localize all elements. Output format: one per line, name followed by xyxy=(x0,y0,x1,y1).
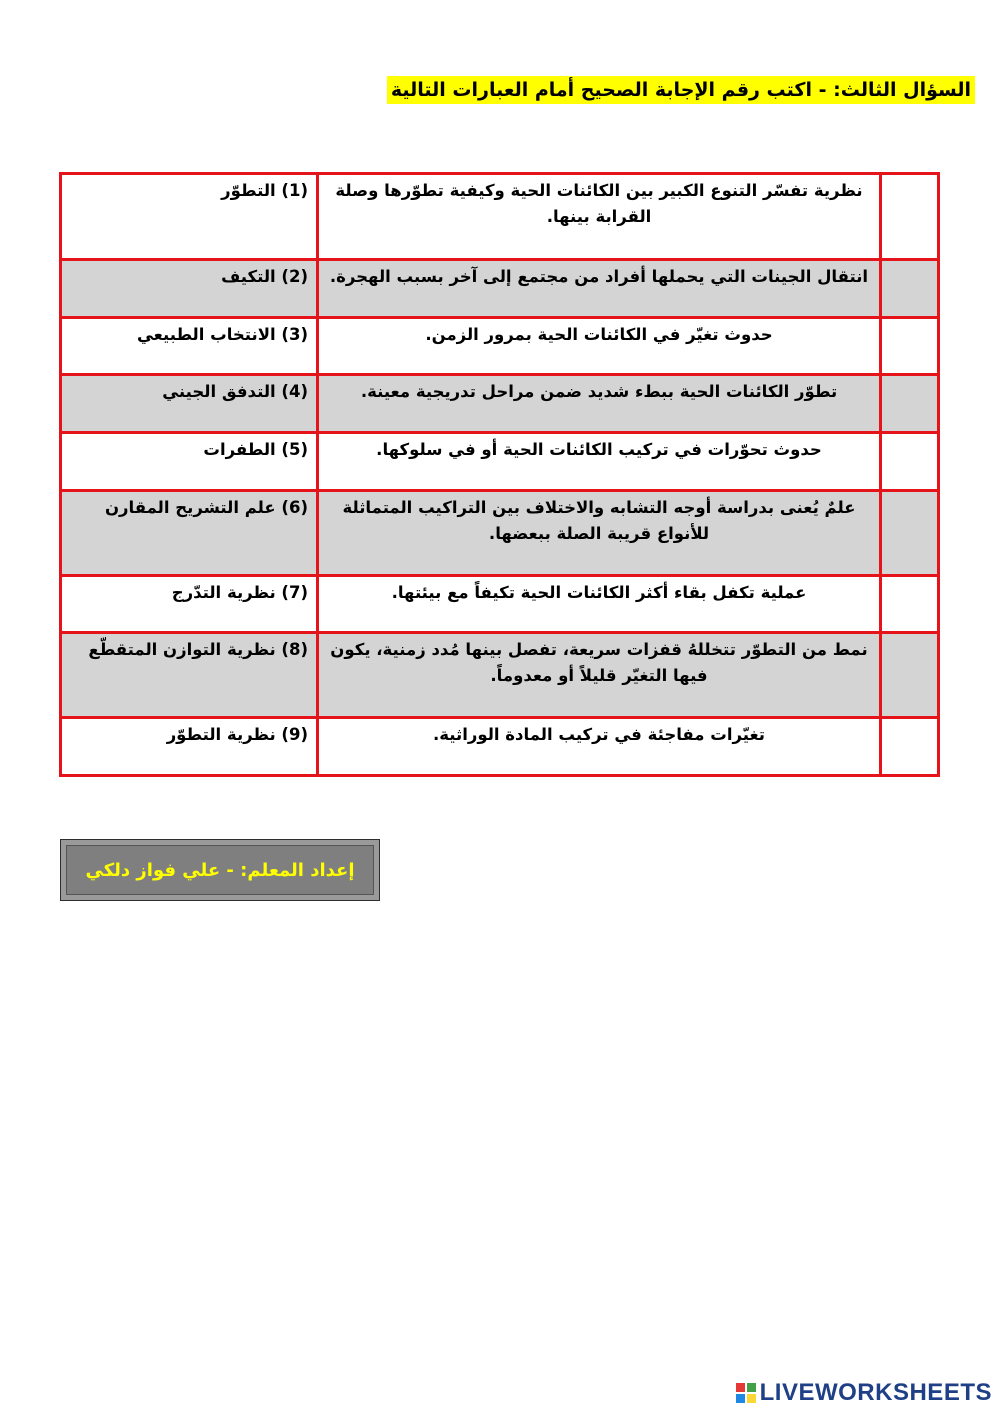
term-cell: (4) التدفق الجيني xyxy=(61,375,318,433)
statement-cell: حدوث تغيّر في الكائنات الحية بمرور الزمن. xyxy=(318,318,881,375)
term-cell: (7) نظرية التدّرج xyxy=(61,576,318,633)
answer-cell[interactable] xyxy=(881,318,939,375)
teacher-credit: إعداد المعلم: - علي فواز دلكي xyxy=(85,859,355,881)
answer-input[interactable] xyxy=(882,265,937,285)
answer-input[interactable] xyxy=(882,179,937,199)
question-title: السؤال الثالث: - اكتب رقم الإجابة الصحيح أمام العبارات التالية xyxy=(387,76,975,104)
table-row xyxy=(61,433,939,491)
answer-cell[interactable] xyxy=(881,576,939,633)
statement-cell: تغيّرات مفاجئة في تركيب المادة الوراثية. xyxy=(318,718,881,776)
answer-cell[interactable] xyxy=(881,174,939,260)
term-cell: (9) نظرية التطوّر xyxy=(61,718,318,776)
statement-cell: علمٌ يُعنى بدراسة أوجه التشابه والاختلاف بين التراكيب المتماثلة للأنواع قريبة الصلة ببعضها. xyxy=(318,491,881,576)
answer-cell[interactable] xyxy=(881,633,939,718)
answer-cell[interactable] xyxy=(881,375,939,433)
answer-input[interactable] xyxy=(882,723,937,743)
liveworksheets-logo-icon xyxy=(736,1383,756,1403)
term-cell: (3) الانتخاب الطبيعي xyxy=(61,318,318,375)
answer-input[interactable] xyxy=(882,438,937,458)
table-row xyxy=(61,318,939,375)
statement-cell: نمط من التطوّر تتخللهُ قفزات سريعة، تفصل بينها مُدد زمنية، يكون فيها التغيّر قليلاً أو معدوماً. xyxy=(318,633,881,718)
term-cell: (6) علم التشريح المقارن xyxy=(61,491,318,576)
table-row xyxy=(61,576,939,633)
statement-cell: نظرية تفسّر التنوع الكبير بين الكائنات الحية وكيفية تطوّرها وصلة القرابة بينها. xyxy=(318,174,881,260)
answer-input[interactable] xyxy=(882,581,937,601)
answer-cell[interactable] xyxy=(881,491,939,576)
matching-table xyxy=(59,172,940,777)
liveworksheets-brand xyxy=(736,1379,992,1407)
term-cell: (5) الطفرات xyxy=(61,433,318,491)
answer-input[interactable] xyxy=(882,323,937,343)
answer-cell[interactable] xyxy=(881,260,939,318)
answer-input[interactable] xyxy=(882,496,937,516)
answer-input[interactable] xyxy=(882,380,937,400)
brand-name: LIVEWORKSHEETS xyxy=(759,1379,992,1406)
answer-cell[interactable] xyxy=(881,718,939,776)
statement-cell: انتقال الجينات التي يحملها أفراد من مجتمع إلى آخر بسبب الهجرة. xyxy=(318,260,881,318)
answer-input[interactable] xyxy=(882,638,937,658)
table-row xyxy=(61,174,939,260)
statement-cell: عملية تكفل بقاء أكثر الكائنات الحية تكيفاً مع بيئتها. xyxy=(318,576,881,633)
statement-cell: حدوث تحوّرات في تركيب الكائنات الحية أو في سلوكها. xyxy=(318,433,881,491)
table-row xyxy=(61,718,939,776)
answer-cell[interactable] xyxy=(881,433,939,491)
statement-cell: تطوّر الكائنات الحية ببطء شديد ضمن مراحل تدريجية معينة. xyxy=(318,375,881,433)
teacher-credit-box xyxy=(60,839,380,901)
table-row xyxy=(61,260,939,318)
term-cell: (1) التطوّر xyxy=(61,174,318,260)
term-cell: (2) التكيف xyxy=(61,260,318,318)
table-row xyxy=(61,491,939,576)
table-row xyxy=(61,375,939,433)
term-cell: (8) نظرية التوازن المتقطّع xyxy=(61,633,318,718)
table-row xyxy=(61,633,939,718)
